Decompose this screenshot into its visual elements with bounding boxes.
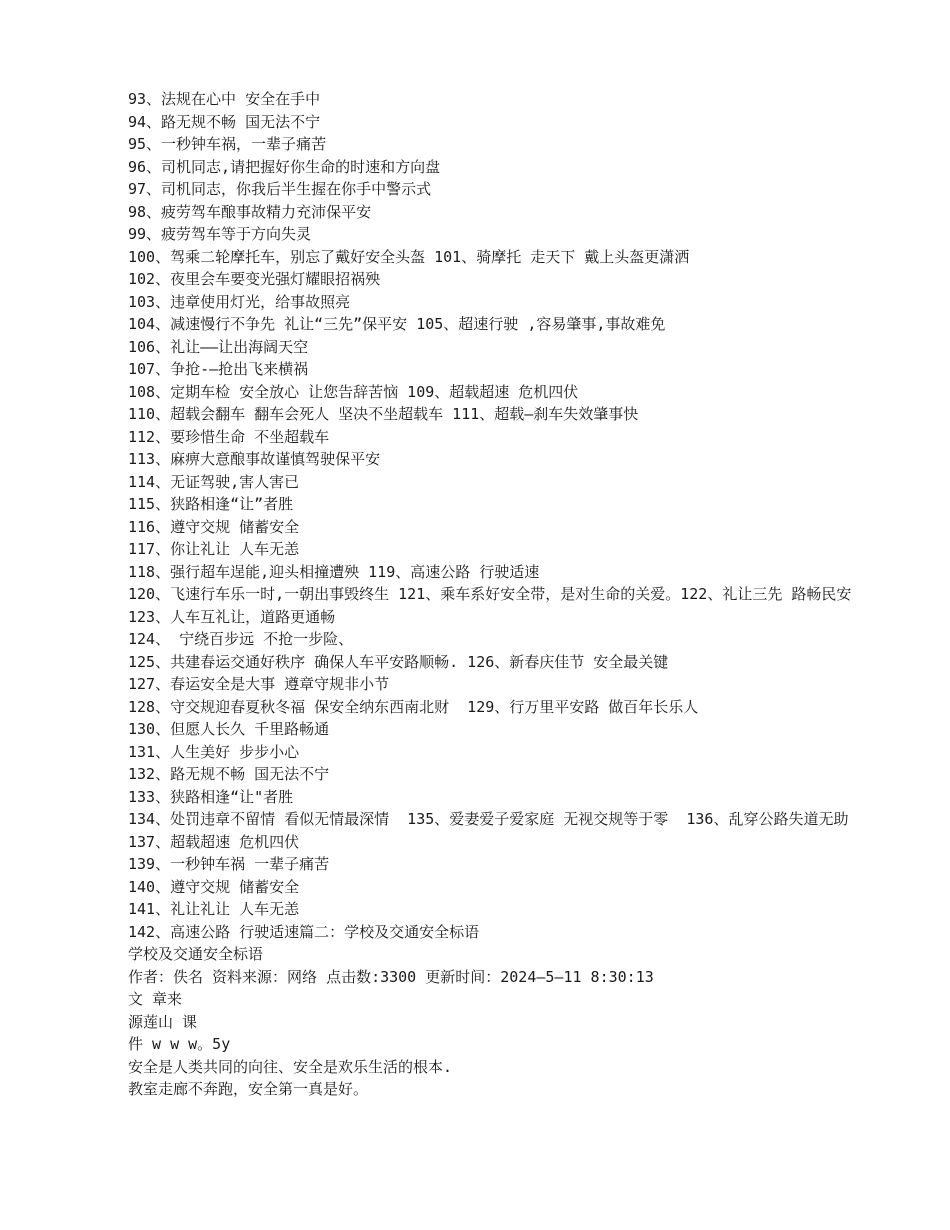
text-line: 97、司机同志，你我后半生握在你手中警示式: [128, 180, 432, 198]
text-line: 作者：佚名 资料来源：网络 点击数:3300 更新时间：2024—5—11 8:30:13: [128, 967, 654, 986]
text-line: 142、高速公路 行驶适速篇二：学校及交通安全标语: [128, 922, 480, 941]
text-line: 件 w w w。5y: [128, 1035, 231, 1053]
text-line: 139、一秒钟车祸 一辈子痛苦: [128, 855, 330, 873]
text-line: 93、法规在心中 安全在手中: [128, 90, 321, 108]
text-line: 130、但愿人长久 千里路畅通: [128, 720, 330, 738]
text-line: 96、司机同志,请把握好你生命的时速和方向盘: [128, 157, 441, 176]
text-line: 106、礼让——让出海阔天空: [128, 337, 309, 356]
text-line: 102、夜里会车要变光强灯耀眼招祸殃: [128, 270, 381, 288]
text-line: 123、人车互礼让，道路更通畅: [128, 607, 336, 626]
text-line: 112、要珍惜生命 不坐超载车: [128, 427, 330, 446]
text-line: 104、减速慢行不争先 礼让“三先”保平安 105、超速行驶 ,容易肇事,事故难免: [128, 315, 666, 333]
text-line: 114、无证驾驶,害人害已: [128, 472, 300, 491]
text-line: 116、遵守交规 储蓄安全: [128, 517, 300, 536]
text-line: 94、路无规不畅 国无法不宁: [128, 112, 321, 131]
text-line: 95、一秒钟车祸，一辈子痛苦: [128, 135, 327, 153]
text-line: 115、狭路相逢“让”者胜: [128, 495, 294, 513]
text-line: 108、定期车检 安全放心 让您告辞苦恼 109、超载超速 危机四伏: [128, 382, 579, 401]
text-line: 107、争抢-—抢出飞来横祸: [128, 360, 309, 378]
text-line: 学校及交通安全标语: [128, 945, 264, 963]
text-line: 140、遵守交规 储蓄安全: [128, 877, 300, 896]
text-line: 118、强行超车逞能,迎头相撞遭殃 119、高速公路 行驶适速: [128, 562, 540, 581]
text-line: 133、狭路相逢“让"者胜: [128, 787, 294, 806]
text-line: 141、礼让礼让 人车无恙: [128, 900, 300, 918]
text-line: 100、驾乘二轮摩托车，别忘了戴好安全头盔 101、骑摩托 走天下 戴上头盔更潇洒: [128, 247, 690, 266]
text-line: 137、超载超速 危机四伏: [128, 832, 300, 851]
text-line: 117、你让礼让 人车无恙: [128, 540, 300, 558]
text-line: 103、违章使用灯光，给事故照亮: [128, 292, 351, 311]
text-line: 110、超载会翻车 翻车会死人 坚决不坐超载车 111、超载—刹车失效肇事快: [128, 405, 639, 423]
text-line: 113、麻痹大意酿事故谨慎驾驶保平安: [128, 450, 381, 468]
text-line: 教室走廊不奔跑，安全第一真是好。: [128, 1080, 369, 1098]
text-line: 98、疲劳驾车酿事故精力充沛保平安: [128, 202, 372, 221]
document-body: [90, 88, 880, 1101]
text-line: 文 章来: [128, 990, 183, 1008]
text-line: 132、路无规不畅 国无法不宁: [128, 765, 330, 783]
text-line: 99、疲劳驾车等于方向失灵: [128, 225, 312, 243]
text-line: 124、 宁绕百步远 不抢一步险、: [128, 630, 354, 648]
text-line: 128、守交规迎春夏秋冬福 保安全纳东西南北财 129、行万里平安路 做百年长乐人: [128, 697, 699, 716]
text-line: 134、处罚违章不留情 看似无情最深情 135、爱妻爱子爱家庭 无视交规等于零 136、乱穿公路失道无助: [128, 810, 849, 828]
text-line: 127、春运安全是大事 遵章守规非小节: [128, 675, 390, 693]
text-line: 安全是人类共同的向往、安全是欢乐生活的根本.: [128, 1057, 453, 1076]
text-line: 131、人生美好 步步小心: [128, 742, 300, 761]
text-line: 源莲山 课: [128, 1012, 198, 1031]
text-line: 125、共建春运交通好秩序 确保人车平安路顺畅. 126、新春庆佳节 安全最关键: [128, 652, 669, 671]
text-line: 120、飞速行车乐一时,一朝出事毁终生 121、乘车系好安全带，是对生命的关爱。122、礼让三先 路畅民安: [128, 585, 852, 603]
